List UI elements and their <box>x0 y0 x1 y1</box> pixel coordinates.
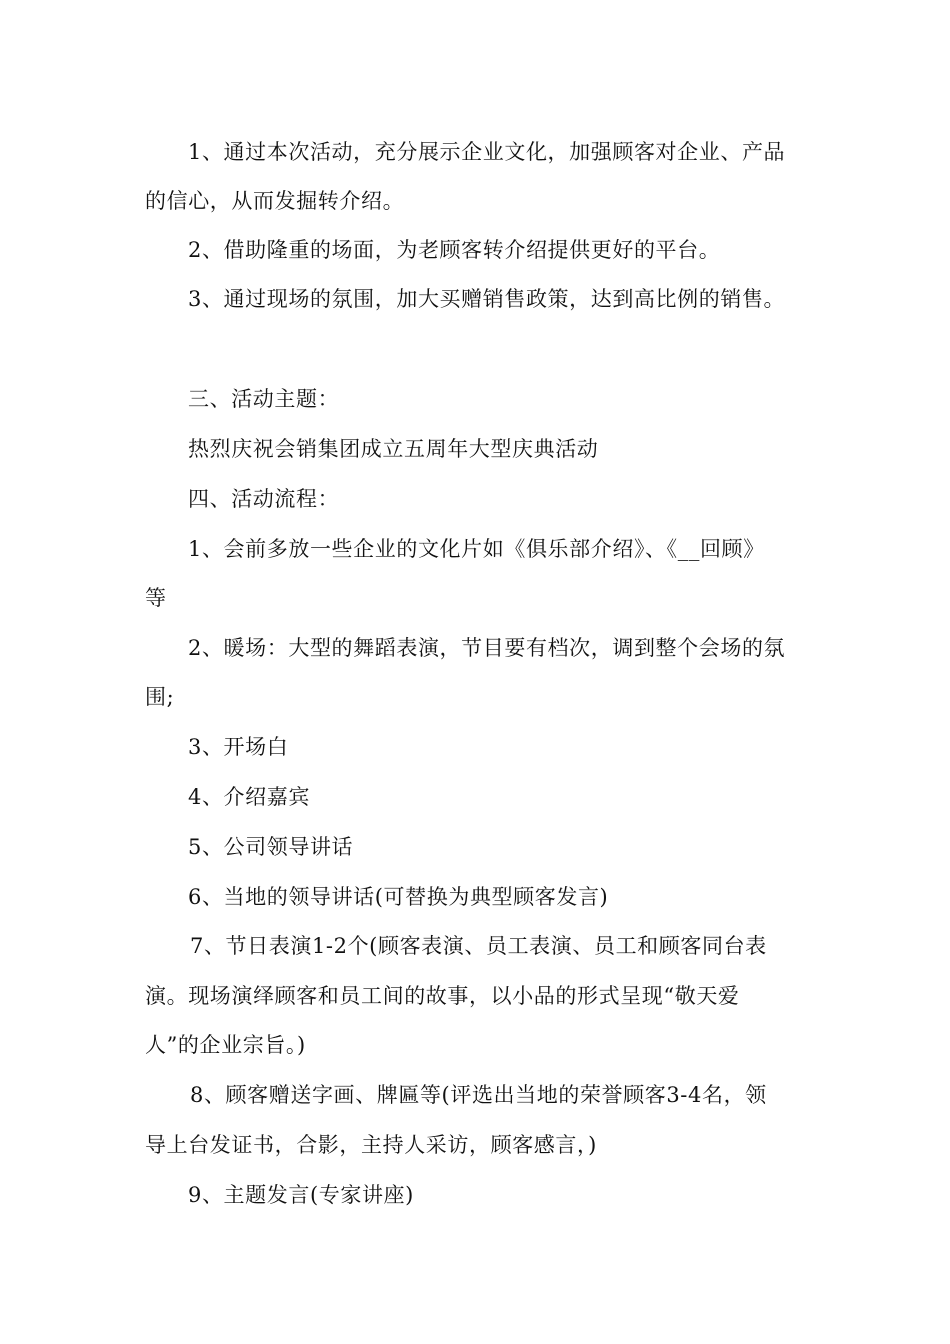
list-item: 3、开场白 <box>188 735 289 759</box>
list-item-continuation: 导上台发证书，合影，主持人采访，顾客感言，) <box>145 1133 597 1157</box>
list-item-continuation: 演。现场演绎顾客和员工间的故事，以小品的形式呈现“敬天爱 <box>145 984 740 1008</box>
list-item: 1、会前多放一些企业的文化片如《俱乐部介绍》、《__回顾》 <box>188 537 765 561</box>
list-item: 8、顾客赠送字画、牌匾等(评选出当地的荣誉顾客3-4名，领 <box>190 1083 767 1107</box>
list-item: 6、当地的领导讲话(可替换为典型顾客发言) <box>188 885 609 909</box>
section-heading: 四、活动流程： <box>188 487 340 511</box>
list-item-continuation: 围; <box>145 685 175 709</box>
paragraph-line: 的信心，从而发掘转介绍。 <box>145 189 405 213</box>
list-item: 4、介绍嘉宾 <box>188 785 310 809</box>
paragraph-line: 热烈庆祝会销集团成立五周年大型庆典活动 <box>188 437 599 461</box>
list-item: 5、公司领导讲话 <box>188 835 354 859</box>
list-item-continuation: 等 <box>145 586 167 610</box>
list-item: 7、节日表演1-2个(顾客表演、员工表演、员工和顾客同台表 <box>190 934 767 958</box>
list-item: 9、主题发言(专家讲座) <box>188 1183 414 1207</box>
paragraph-line: 3、通过现场的氛围，加大买赠销售政策，达到高比例的销售。 <box>188 287 786 311</box>
list-item-continuation: 人”的企业宗旨。) <box>145 1033 306 1057</box>
section-heading: 三、活动主题： <box>188 387 340 411</box>
paragraph-line: 2、借助隆重的场面，为老顾客转介绍提供更好的平台。 <box>188 238 721 262</box>
paragraph-line: 1、通过本次活动，充分展示企业文化，加强顾客对企业、产品 <box>188 140 786 164</box>
list-item: 2、暖场：大型的舞蹈表演，节目要有档次，调到整个会场的氛 <box>188 636 786 660</box>
